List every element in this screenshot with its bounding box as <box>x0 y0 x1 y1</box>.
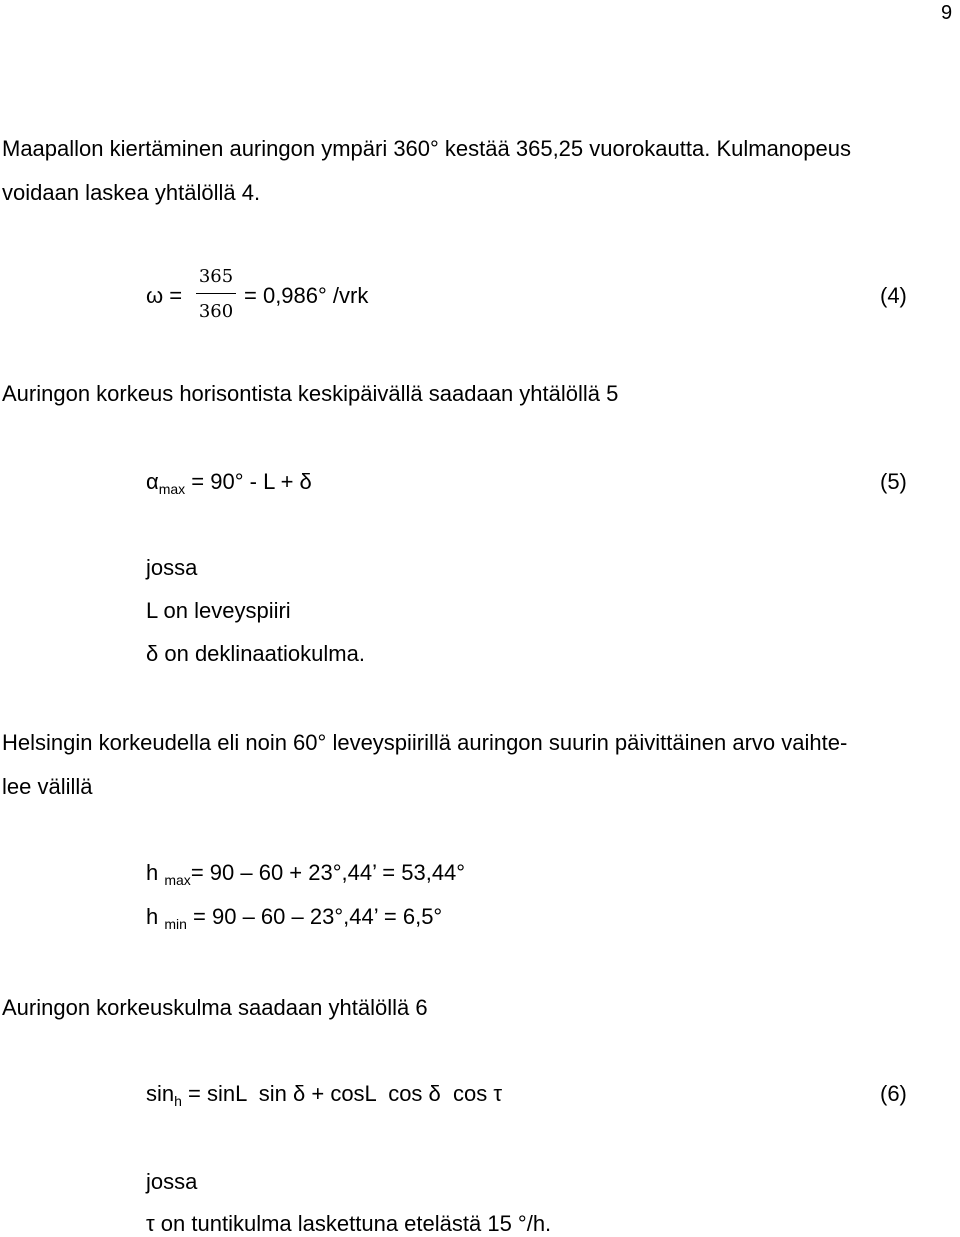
equation-4-rhs: = 0,986° /vrk <box>244 283 369 308</box>
fraction-denominator: 360 <box>198 301 234 322</box>
paragraph-3-line-2: lee välillä <box>2 774 93 799</box>
paragraph-4: Auringon korkeuskulma saadaan yhtälöllä 6 <box>2 995 428 1020</box>
where-label-2: jossa <box>146 1169 198 1194</box>
equation-6-subscript: h <box>174 1093 182 1109</box>
page-number: 9 <box>941 2 953 24</box>
where-item-delta: δ on deklinaatiokulma. <box>146 641 365 666</box>
fraction-numerator: 365 <box>198 266 234 287</box>
h-max-symbol: h <box>146 860 165 885</box>
equation-5 <box>146 469 312 497</box>
h-min-symbol: h <box>146 904 165 929</box>
equation-4-number: (4) <box>880 283 907 308</box>
equation-5-number: (5) <box>880 469 907 494</box>
equation-6-rest: = sinL sin δ + cosL cos δ cos τ <box>181 1081 503 1106</box>
equation-6-number: (6) <box>880 1081 907 1106</box>
paragraph-1-line-1: Maapallon kiertäminen auringon ympäri 360° kestää 365,25 vuorokautta. Kulmanopeus <box>2 136 851 161</box>
equation-5-symbol: α <box>146 469 159 494</box>
h-min-subscript: min <box>164 916 187 932</box>
equation-6 <box>146 1081 502 1109</box>
paragraph-1-line-2: voidaan laskea yhtälöllä 4. <box>2 180 261 205</box>
equation-5-rest: = 90° - L + δ <box>185 469 312 494</box>
paragraph-2: Auringon korkeus horisontista keskipäivällä saadaan yhtälöllä 5 <box>2 381 619 406</box>
equation-5-subscript: max <box>158 481 186 497</box>
h-max-rest: = 90 – 60 + 23°,44’ = 53,44° <box>190 860 466 885</box>
where-label-1: jossa <box>146 555 198 580</box>
h-max-subscript: max <box>164 872 191 888</box>
paragraph-3-line-1: Helsingin korkeudella eli noin 60° leveyspiirillä auringon suurin päivittäinen arvo vaihte- <box>2 730 848 755</box>
fraction-bar <box>196 293 236 294</box>
h-min-equation <box>146 904 442 932</box>
equation-6-symbol: sin <box>146 1081 175 1106</box>
equation-4-lhs: ω = <box>146 283 183 308</box>
where-item-tau: τ on tuntikulma laskettuna etelästä 15 °/h. <box>146 1211 552 1236</box>
h-min-rest: = 90 – 60 – 23°,44’ = 6,5° <box>186 904 443 929</box>
where-item-l: L on leveyspiiri <box>146 598 291 623</box>
h-max-equation <box>146 860 465 888</box>
